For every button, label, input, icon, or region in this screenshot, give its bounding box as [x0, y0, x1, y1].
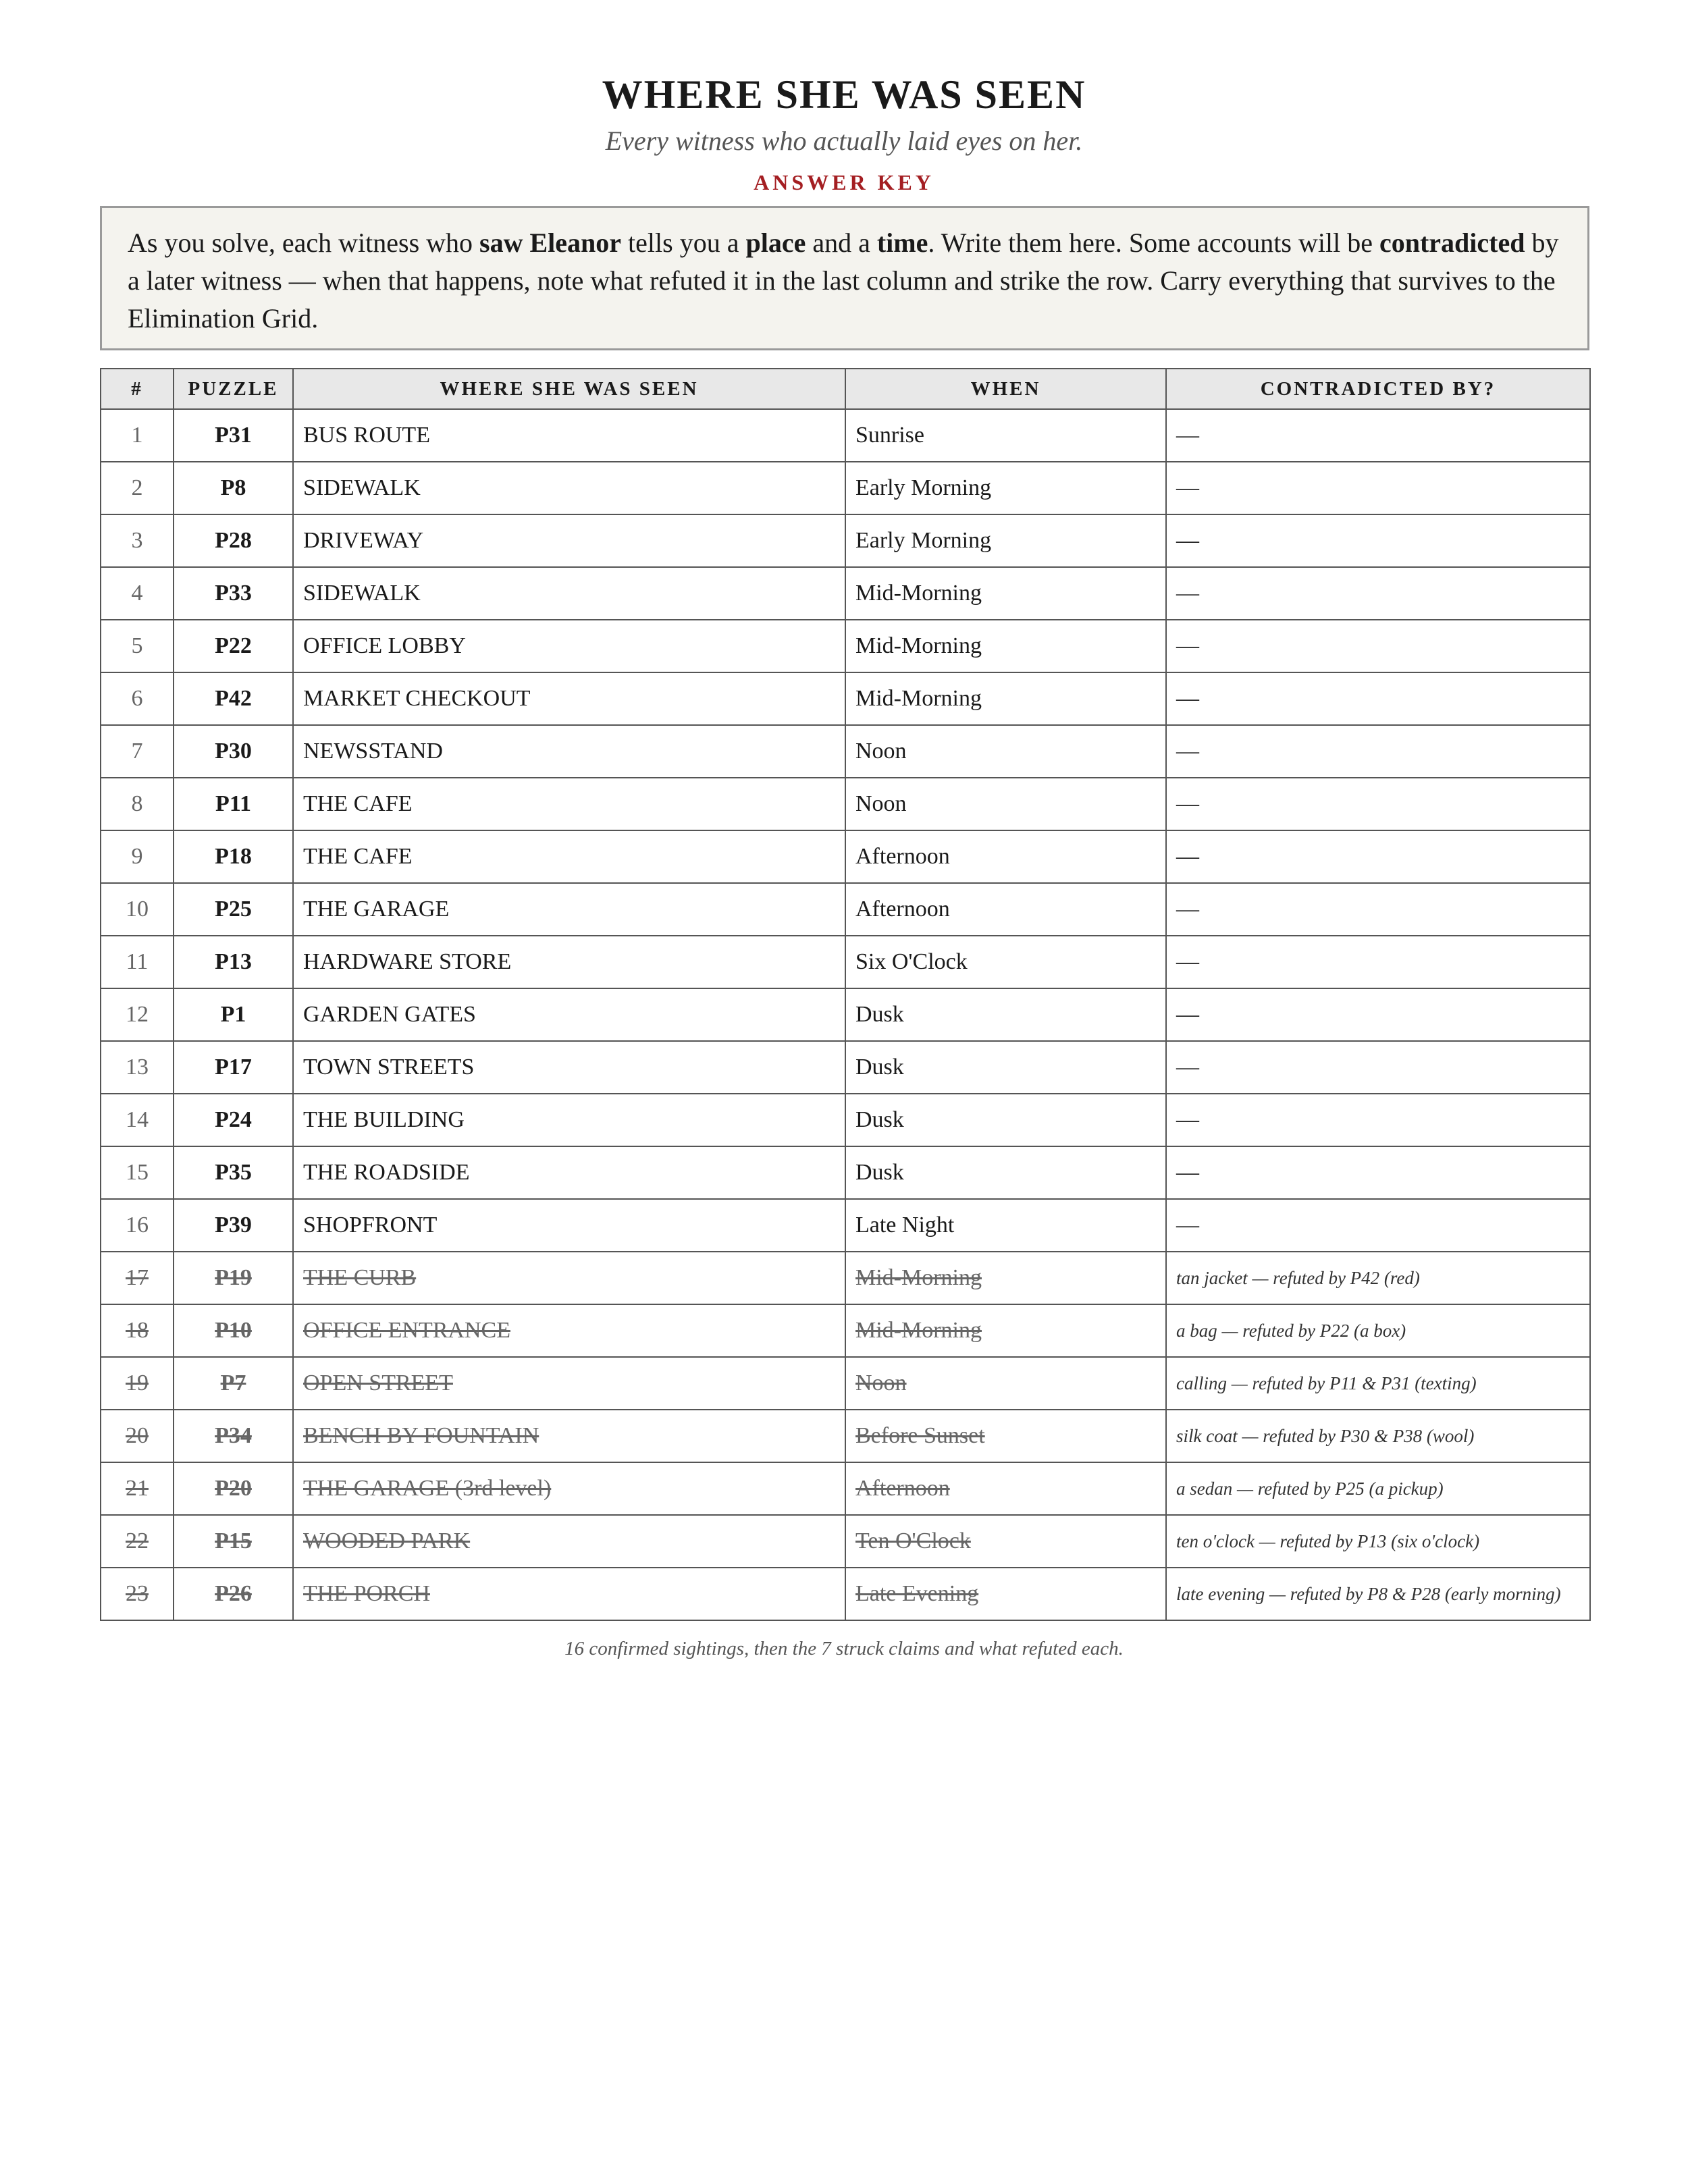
column-header-puzzle: PUZZLE	[174, 369, 293, 409]
row-when: Noon	[845, 778, 1166, 830]
row-contradicted-by: —	[1166, 725, 1590, 778]
row-number: 2	[101, 462, 174, 514]
row-number: 18	[101, 1304, 174, 1357]
row-puzzle: P26	[174, 1568, 293, 1620]
row-puzzle: P34	[174, 1410, 293, 1462]
row-puzzle: P35	[174, 1146, 293, 1199]
row-place: BUS ROUTE	[293, 409, 845, 462]
row-when: Late Night	[845, 1199, 1166, 1252]
row-puzzle: P1	[174, 988, 293, 1041]
row-contradicted-by: —	[1166, 672, 1590, 725]
row-puzzle: P7	[174, 1357, 293, 1410]
row-number: 3	[101, 514, 174, 567]
page-header	[0, 68, 1688, 196]
row-place: THE GARAGE	[293, 883, 845, 936]
row-number: 23	[101, 1568, 174, 1620]
row-puzzle: P22	[174, 620, 293, 672]
row-contradicted-by: —	[1166, 620, 1590, 672]
row-contradicted-by: calling — refuted by P11 & P31 (texting)	[1166, 1357, 1590, 1410]
table-row	[101, 567, 1590, 620]
row-number: 20	[101, 1410, 174, 1462]
row-puzzle: P11	[174, 778, 293, 830]
row-contradicted-by: a bag — refuted by P22 (a box)	[1166, 1304, 1590, 1357]
row-contradicted-by: —	[1166, 778, 1590, 830]
row-place: THE CAFE	[293, 778, 845, 830]
intro-text-2: tells you a	[621, 228, 746, 258]
row-number: 12	[101, 988, 174, 1041]
row-place: SHOPFRONT	[293, 1199, 845, 1252]
row-place: BENCH BY FOUNTAIN	[293, 1410, 845, 1462]
row-contradicted-by: —	[1166, 514, 1590, 567]
row-puzzle: P13	[174, 936, 293, 988]
row-number: 19	[101, 1357, 174, 1410]
page-subtitle: Every witness who actually laid eyes on her.	[605, 126, 1083, 156]
row-when: Early Morning	[845, 514, 1166, 567]
row-place: TOWN STREETS	[293, 1041, 845, 1094]
row-number: 22	[101, 1515, 174, 1568]
table-row	[101, 936, 1590, 988]
table-row	[101, 1146, 1590, 1199]
column-header-when: WHEN	[845, 369, 1166, 409]
row-puzzle: P8	[174, 462, 293, 514]
row-place: GARDEN GATES	[293, 988, 845, 1041]
row-when: Mid-Morning	[845, 1252, 1166, 1304]
row-contradicted-by: —	[1166, 1094, 1590, 1146]
row-when: Six O'Clock	[845, 936, 1166, 988]
row-place: THE BUILDING	[293, 1094, 845, 1146]
row-place: WOODED PARK	[293, 1515, 845, 1568]
row-when: Mid-Morning	[845, 567, 1166, 620]
row-puzzle: P30	[174, 725, 293, 778]
row-place: HARDWARE STORE	[293, 936, 845, 988]
row-place: NEWSSTAND	[293, 725, 845, 778]
row-contradicted-by: —	[1166, 830, 1590, 883]
row-puzzle: P18	[174, 830, 293, 883]
intro-text-1: As you solve, each witness who	[128, 228, 480, 258]
row-place: OFFICE ENTRANCE	[293, 1304, 845, 1357]
row-when: Afternoon	[845, 1462, 1166, 1515]
row-place: OFFICE LOBBY	[293, 620, 845, 672]
row-number: 21	[101, 1462, 174, 1515]
row-when: Afternoon	[845, 883, 1166, 936]
row-contradicted-by: tan jacket — refuted by P42 (red)	[1166, 1252, 1590, 1304]
intro-text-4: . Write them here. Some accounts will be	[928, 228, 1379, 258]
row-place: MARKET CHECKOUT	[293, 672, 845, 725]
row-puzzle: P10	[174, 1304, 293, 1357]
answer-key-badge: ANSWER KEY	[754, 170, 934, 194]
column-header-place: WHERE SHE WAS SEEN	[293, 369, 845, 409]
row-place: THE CURB	[293, 1252, 845, 1304]
instructions-box	[100, 206, 1589, 350]
row-puzzle: P31	[174, 409, 293, 462]
column-header-contradicted: CONTRADICTED BY?	[1166, 369, 1590, 409]
row-place: THE CAFE	[293, 830, 845, 883]
row-when: Dusk	[845, 988, 1166, 1041]
row-when: Mid-Morning	[845, 1304, 1166, 1357]
struck-table-row	[101, 1410, 1590, 1462]
row-contradicted-by: —	[1166, 409, 1590, 462]
row-number: 7	[101, 725, 174, 778]
intro-bold-time: time	[876, 228, 928, 258]
row-number: 11	[101, 936, 174, 988]
row-contradicted-by: —	[1166, 1199, 1590, 1252]
row-place: THE PORCH	[293, 1568, 845, 1620]
struck-table-row	[101, 1252, 1590, 1304]
row-when: Noon	[845, 725, 1166, 778]
row-when: Late Evening	[845, 1568, 1166, 1620]
row-when: Dusk	[845, 1094, 1166, 1146]
table-row	[101, 883, 1590, 936]
row-when: Noon	[845, 1357, 1166, 1410]
row-contradicted-by: —	[1166, 988, 1590, 1041]
sightings-table	[100, 368, 1591, 1621]
struck-table-row	[101, 1462, 1590, 1515]
row-contradicted-by: —	[1166, 1146, 1590, 1199]
table-row	[101, 672, 1590, 725]
column-header-number: #	[101, 369, 174, 409]
row-puzzle: P19	[174, 1252, 293, 1304]
row-number: 15	[101, 1146, 174, 1199]
row-contradicted-by: —	[1166, 1041, 1590, 1094]
row-puzzle: P20	[174, 1462, 293, 1515]
row-when: Afternoon	[845, 830, 1166, 883]
row-when: Dusk	[845, 1146, 1166, 1199]
struck-table-row	[101, 1515, 1590, 1568]
row-puzzle: P15	[174, 1515, 293, 1568]
row-number: 9	[101, 830, 174, 883]
row-when: Mid-Morning	[845, 672, 1166, 725]
row-number: 17	[101, 1252, 174, 1304]
row-number: 10	[101, 883, 174, 936]
row-number: 13	[101, 1041, 174, 1094]
page-title: WHERE SHE WAS SEEN	[602, 72, 1086, 117]
struck-table-row	[101, 1357, 1590, 1410]
row-number: 4	[101, 567, 174, 620]
row-place: THE ROADSIDE	[293, 1146, 845, 1199]
row-contradicted-by: —	[1166, 462, 1590, 514]
row-puzzle: P25	[174, 883, 293, 936]
row-number: 14	[101, 1094, 174, 1146]
table-row	[101, 514, 1590, 567]
table-row	[101, 988, 1590, 1041]
table-header-row	[101, 369, 1590, 409]
row-contradicted-by: ten o'clock — refuted by P13 (six o'clock)	[1166, 1515, 1590, 1568]
row-contradicted-by: late evening — refuted by P8 & P28 (early morning)	[1166, 1568, 1590, 1620]
row-number: 8	[101, 778, 174, 830]
table-row	[101, 1041, 1590, 1094]
row-number: 5	[101, 620, 174, 672]
row-when: Mid-Morning	[845, 620, 1166, 672]
row-number: 6	[101, 672, 174, 725]
row-puzzle: P33	[174, 567, 293, 620]
row-puzzle: P24	[174, 1094, 293, 1146]
table-row	[101, 462, 1590, 514]
table-row	[101, 1199, 1590, 1252]
table-row	[101, 725, 1590, 778]
row-puzzle: P39	[174, 1199, 293, 1252]
table-row	[101, 778, 1590, 830]
row-place: DRIVEWAY	[293, 514, 845, 567]
row-place: THE GARAGE (3rd level)	[293, 1462, 845, 1515]
intro-text-3: and a	[806, 228, 877, 258]
row-when: Sunrise	[845, 409, 1166, 462]
table-row	[101, 1094, 1590, 1146]
row-place: OPEN STREET	[293, 1357, 845, 1410]
intro-bold-place: place	[745, 228, 806, 258]
row-place: SIDEWALK	[293, 462, 845, 514]
row-when: Ten O'Clock	[845, 1515, 1166, 1568]
row-contradicted-by: —	[1166, 883, 1590, 936]
row-place: SIDEWALK	[293, 567, 845, 620]
intro-bold-contradicted: contradicted	[1379, 228, 1525, 258]
row-contradicted-by: —	[1166, 936, 1590, 988]
row-number: 16	[101, 1199, 174, 1252]
table-footnote: 16 confirmed sightings, then the 7 struck claims and what refuted each.	[564, 1638, 1124, 1659]
struck-table-row	[101, 1568, 1590, 1620]
row-number: 1	[101, 409, 174, 462]
row-when: Early Morning	[845, 462, 1166, 514]
row-when: Before Sunset	[845, 1410, 1166, 1462]
row-contradicted-by: a sedan — refuted by P25 (a pickup)	[1166, 1462, 1590, 1515]
row-when: Dusk	[845, 1041, 1166, 1094]
row-puzzle: P17	[174, 1041, 293, 1094]
table-row	[101, 409, 1590, 462]
row-contradicted-by: —	[1166, 567, 1590, 620]
table-row	[101, 620, 1590, 672]
struck-table-row	[101, 1304, 1590, 1357]
table-row	[101, 830, 1590, 883]
row-puzzle: P28	[174, 514, 293, 567]
row-puzzle: P42	[174, 672, 293, 725]
row-contradicted-by: silk coat — refuted by P30 & P38 (wool)	[1166, 1410, 1590, 1462]
intro-bold-saw-eleanor: saw Eleanor	[479, 228, 622, 258]
intro-text-5: by a later witness — when that happens, note what refuted it in the last column and strike the row. Carry everything that survives to the Elimination Grid.	[128, 228, 1559, 334]
